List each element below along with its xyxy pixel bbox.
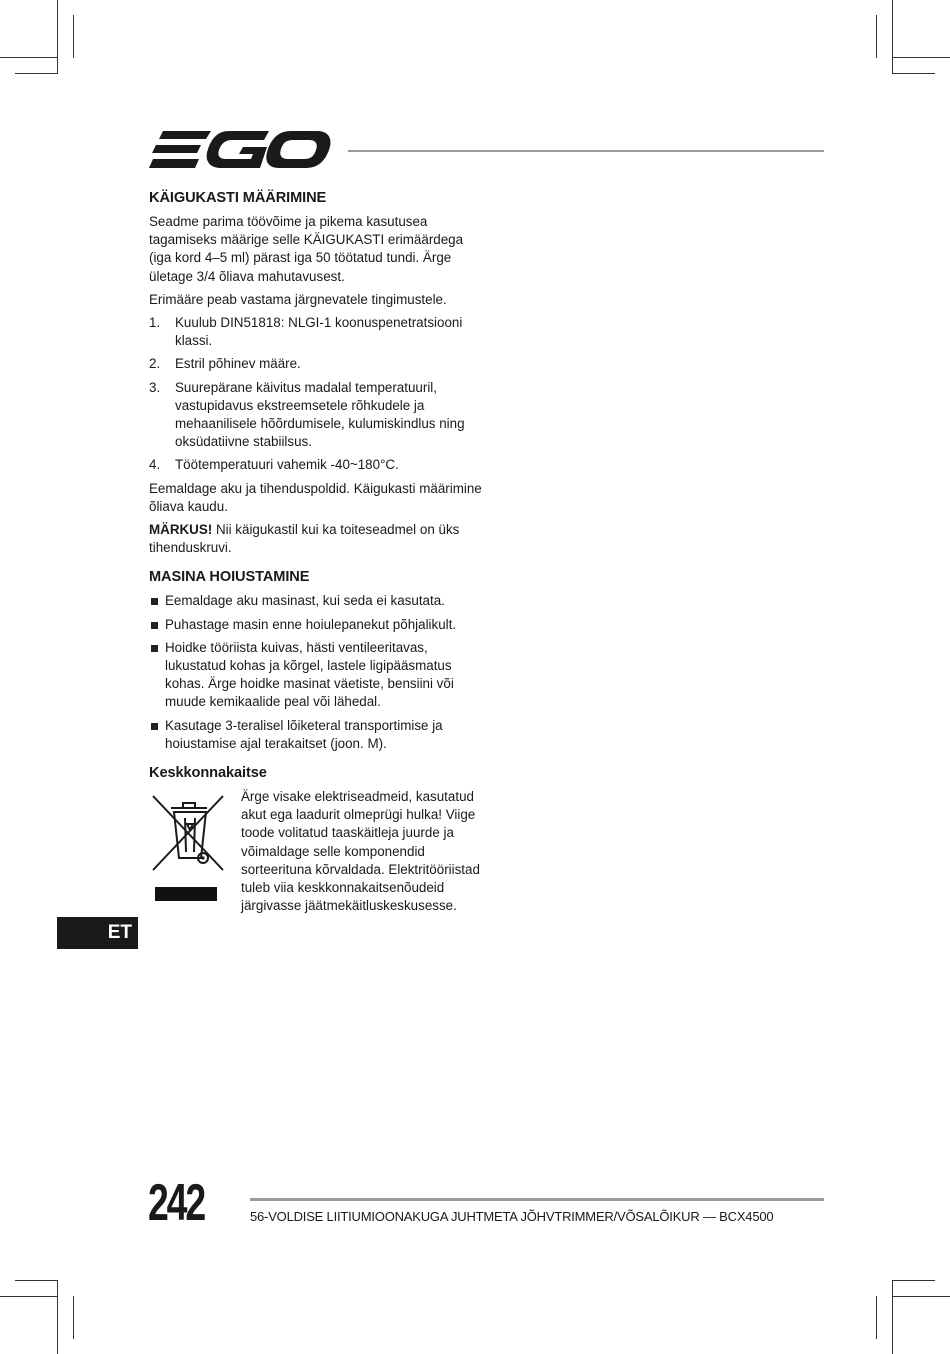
crop-mark [15,1280,58,1281]
section-title-storage: MASINA HOIUSTAMINE [149,569,310,586]
section-title-environment: Keskkonnakaitse [149,765,267,782]
crop-mark [57,1280,58,1354]
bullet-square-icon [151,723,158,730]
list-item [149,379,484,452]
crop-mark [0,1296,58,1297]
paragraph: Erimääre peab vastama järgnevatele tingimustele. [149,291,447,307]
list-item [149,355,484,373]
ego-logo [149,128,331,172]
footer-rule [250,1198,824,1201]
list-item [149,717,484,753]
footer-title: 56-VOLDISE LIITIUMIOONAKUGA JUHTMETA JÕHVTRIMMER/VÕSALÕIKUR — BCX4500 [250,1209,774,1224]
page-number: 242 [148,1174,204,1232]
list-item-text: Kuulub DIN51818: NLGI-1 koonuspenetratsiooni klassi. [175,315,463,349]
note-text: Nii käigukastil kui ka toiteseadmel on üks tihenduskruvi. [149,522,460,556]
list-number: 3. [149,379,161,395]
numbered-list [149,314,484,475]
note-label: MÄRKUS! [149,522,213,538]
crop-mark [876,1296,877,1339]
list-item-text: Puhastage masin enne hoiulepanekut põhjalikult. [165,616,457,632]
list-item-text: Eemaldage aku masinast, kui seda ei kasutata. [165,593,445,609]
bullet-square-icon [151,645,158,652]
weee-bin-icon [149,792,229,901]
bullet-square-icon [151,598,158,605]
crop-mark [57,0,58,74]
environment-text: Ärge visake elektriseadmeid, kasutatud akut ega laadurit olmeprügi hulka! Viige toode volitatud taaskäitleja juurde ja võimaldage selle komponendid sorteerituna kõrvaldada. Elektritööriistad tuleb viia keskkonnakaitsenõudeid järgivasse jäätmekäitluskeskusesse. [241,789,480,914]
list-item-text: Suurepärane käivitus madalal temperatuuril, vastupidavus ekstreemsetele rõhkudele ja mehaanilisele hõõrdumisele, kulumiskindlus ning oksüdatiivne stabiilsus. [175,379,465,450]
language-tab: ET [57,917,138,949]
list-item-text: Hoidke tööriista kuivas, hästi ventileeritavas, lukustatud kohas ja kõrgel, lastele ligipääsmatus kohas. Ärge hoidke masinat väetiste, bensiini või muude kemikaalide peal või lähedal. [165,639,454,710]
list-item [149,639,484,712]
section-title-lubrication: KÄIGUKASTI MÄÄRIMINE [149,190,327,206]
list-item-text: Töötemperatuuri vahemik -40~180°C. [175,457,399,473]
header-rule [348,150,824,152]
weee-bar [155,887,217,901]
crop-mark [15,73,58,74]
crop-mark [892,1280,935,1281]
note [149,521,484,557]
crop-mark [892,1296,950,1297]
list-item-text: Kasutage 3-teralisel lõiketeral transportimise ja hoiustamise ajal terakaitset (joon. M). [165,717,443,751]
list-number: 2. [149,356,161,372]
crop-mark [73,1296,74,1339]
bullet-square-icon [151,622,158,629]
crop-mark [876,15,877,58]
list-number: 4. [149,457,161,473]
list-item [149,616,484,634]
crop-mark [892,57,950,58]
crop-mark [892,0,893,74]
paragraph: Eemaldage aku ja tihenduspoldid. Käigukasti määrimine õliava kaudu. [149,480,482,514]
list-item [149,456,484,474]
list-item-text: Estril põhinev määre. [175,356,301,372]
environment-block [149,788,484,915]
list-number: 1. [149,315,161,331]
content-column [149,188,484,916]
list-item [149,314,484,350]
crop-mark [892,73,935,74]
crop-mark [0,57,58,58]
crop-mark [892,1280,893,1354]
list-item [149,592,484,610]
paragraph: Seadme parima töövõime ja pikema kasutusea tagamiseks määrige selle KÄIGUKASTI erimäärdega (iga kord 4–5 ml) pärast iga 50 töötatud tundi. Ärge ületage 3/4 õliava mahutavusest. [149,214,464,284]
bullet-list [149,592,484,753]
crop-mark [73,15,74,58]
